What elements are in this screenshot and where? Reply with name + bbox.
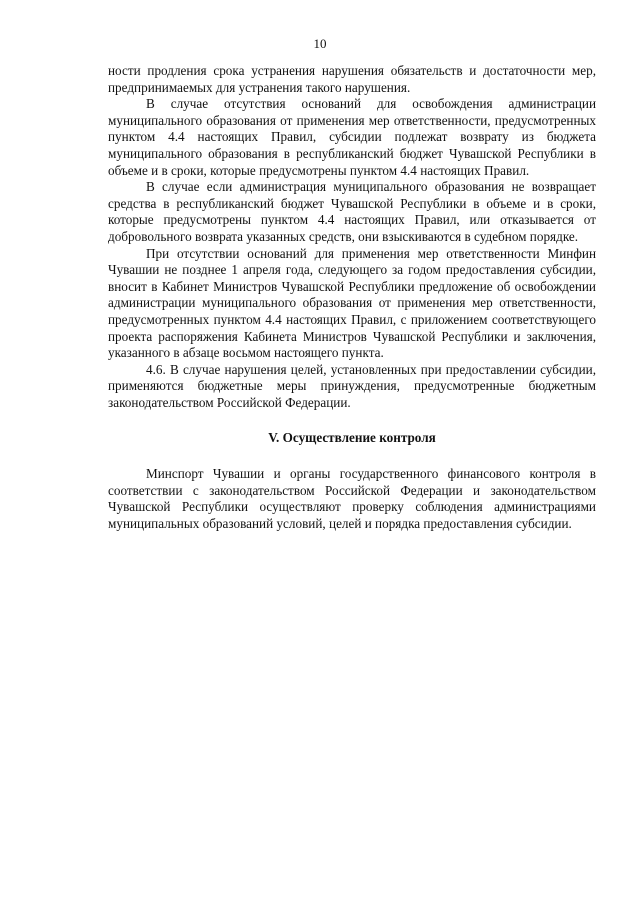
paragraph-continuation: ности продления срока устранения нарушения обязательств и достаточности мер, предпринимаемых для устранения такого нарушения.	[108, 63, 596, 95]
page-number: 10	[313, 36, 327, 51]
paragraph-judicial-recovery: В случае если администрация муниципального образования не возвращает средства в республиканский бюджет Чувашской Республики в объеме и в сроки, которые предусмотрены пунктом 4.4 настоящих Правил, или отказывается от добровольного возврата указанных средств, они взыскиваются в судебном порядке.	[108, 179, 596, 244]
paragraph-refund-obligation: В случае отсутствия оснований для освобождения администрации муниципального образования от применения мер ответственности, предусмотренных пунктом 4.4 настоящих Правил, субсидии подлежат возврату из бюджета муниципального образования в республиканский бюджет Чувашской Республики в объеме и в сроки, которые предусмотрены пунктом 4.4 настоящих Правил.	[108, 96, 596, 178]
section-spacer	[108, 447, 596, 466]
document-body	[108, 63, 596, 532]
section-title: V. Осуществление контроля	[268, 430, 436, 446]
paragraph-minfin-proposal: При отсутствии оснований для применения мер ответственности Минфин Чувашии не позднее 1 апреля года, следующего за годом предоставления субсидии, вносит в Кабинет Министров Чувашской Республики предложение об освобождении администрации муниципального образования от применения мер ответственности, предусмотренных пунктом 4.4 настоящих Правил, с приложением соответствующего проекта распоряжения Кабинета Министров Чувашской Республики и заключения, указанного в абзаце восьмом настоящего пункта.	[108, 245, 596, 361]
paragraph-control: Минспорт Чувашии и органы государственного финансового контроля в соответствии с законодательством Российской Федерации и законодательством Чувашской Республики осуществляют проверку соблюдения администрациями муниципальных образований условий, целей и порядка предоставления субсидии.	[108, 466, 596, 531]
paragraph-4-6: 4.6. В случае нарушения целей, установленных при предоставлении субсидии, применяются бюджетные меры принуждения, предусмотренные бюджетным законодательством Российской Федерации.	[108, 361, 596, 410]
